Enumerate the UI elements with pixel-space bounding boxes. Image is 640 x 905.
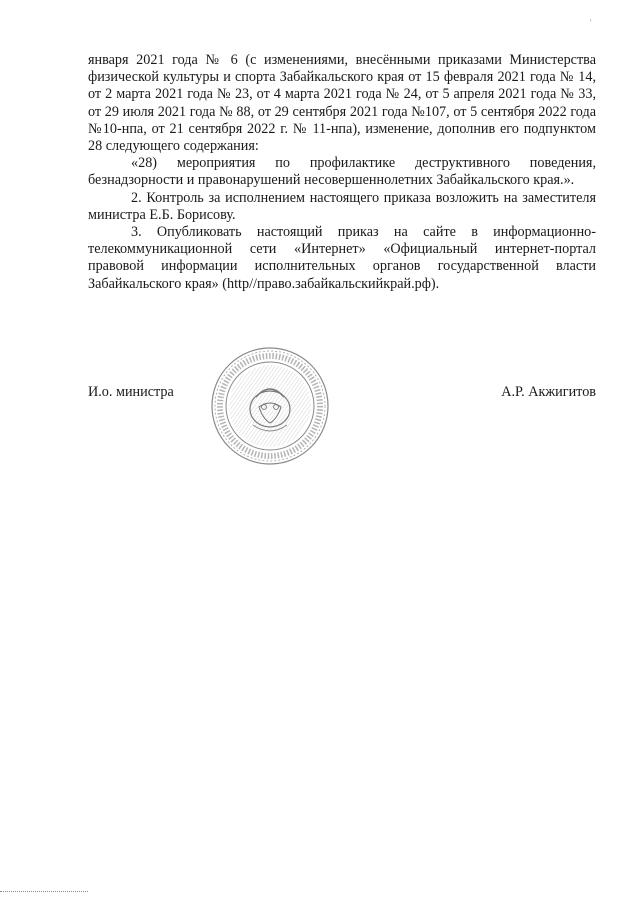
corner-mark: ': [590, 18, 592, 27]
document-body: [88, 52, 596, 293]
signature-block: [88, 384, 596, 404]
paragraph-continuation: января 2021 года № 6 (с изменениями, внесёнными приказами Министерства физической культуры и спорта Забайкальского края от 15 февраля 2021 года № 14, от 2 марта 2021 года № 23, от 4 марта 2021 года № 24, от 5 апреля 2021 года № 33, от 29 июля 2021 года № 88, от 29 сентября 2021 года №107, от 5 сентября 2022 года №10-нпа, от 21 сентября 2022 г. № 11-нпа), изменение, дополнив его подпунктом 28 следующего содержания:: [88, 52, 596, 155]
paragraph-item-3: 3. Опубликовать настоящий приказ на сайте в информационно-телекоммуникационной сети «Интернет» «Официальный интернет-портал правовой информации исполнительных органов государственной власти Забайкальского края» (http//право.забайкальскийкрай.рф).: [88, 224, 596, 292]
bottom-dotted-line: [0, 891, 88, 892]
signatory-name: А.Р. Акжигитов: [501, 384, 596, 400]
paragraph-subitem-28: «28) мероприятия по профилактике деструктивного поведения, безнадзорности и правонарушений несовершеннолетних Забайкальского края.».: [88, 155, 596, 189]
paragraph-item-2: 2. Контроль за исполнением настоящего приказа возложить на заместителя министра Е.Б. Борисову.: [88, 189, 596, 223]
signatory-position: И.о. министра: [88, 384, 174, 400]
official-seal-icon: [209, 345, 331, 467]
